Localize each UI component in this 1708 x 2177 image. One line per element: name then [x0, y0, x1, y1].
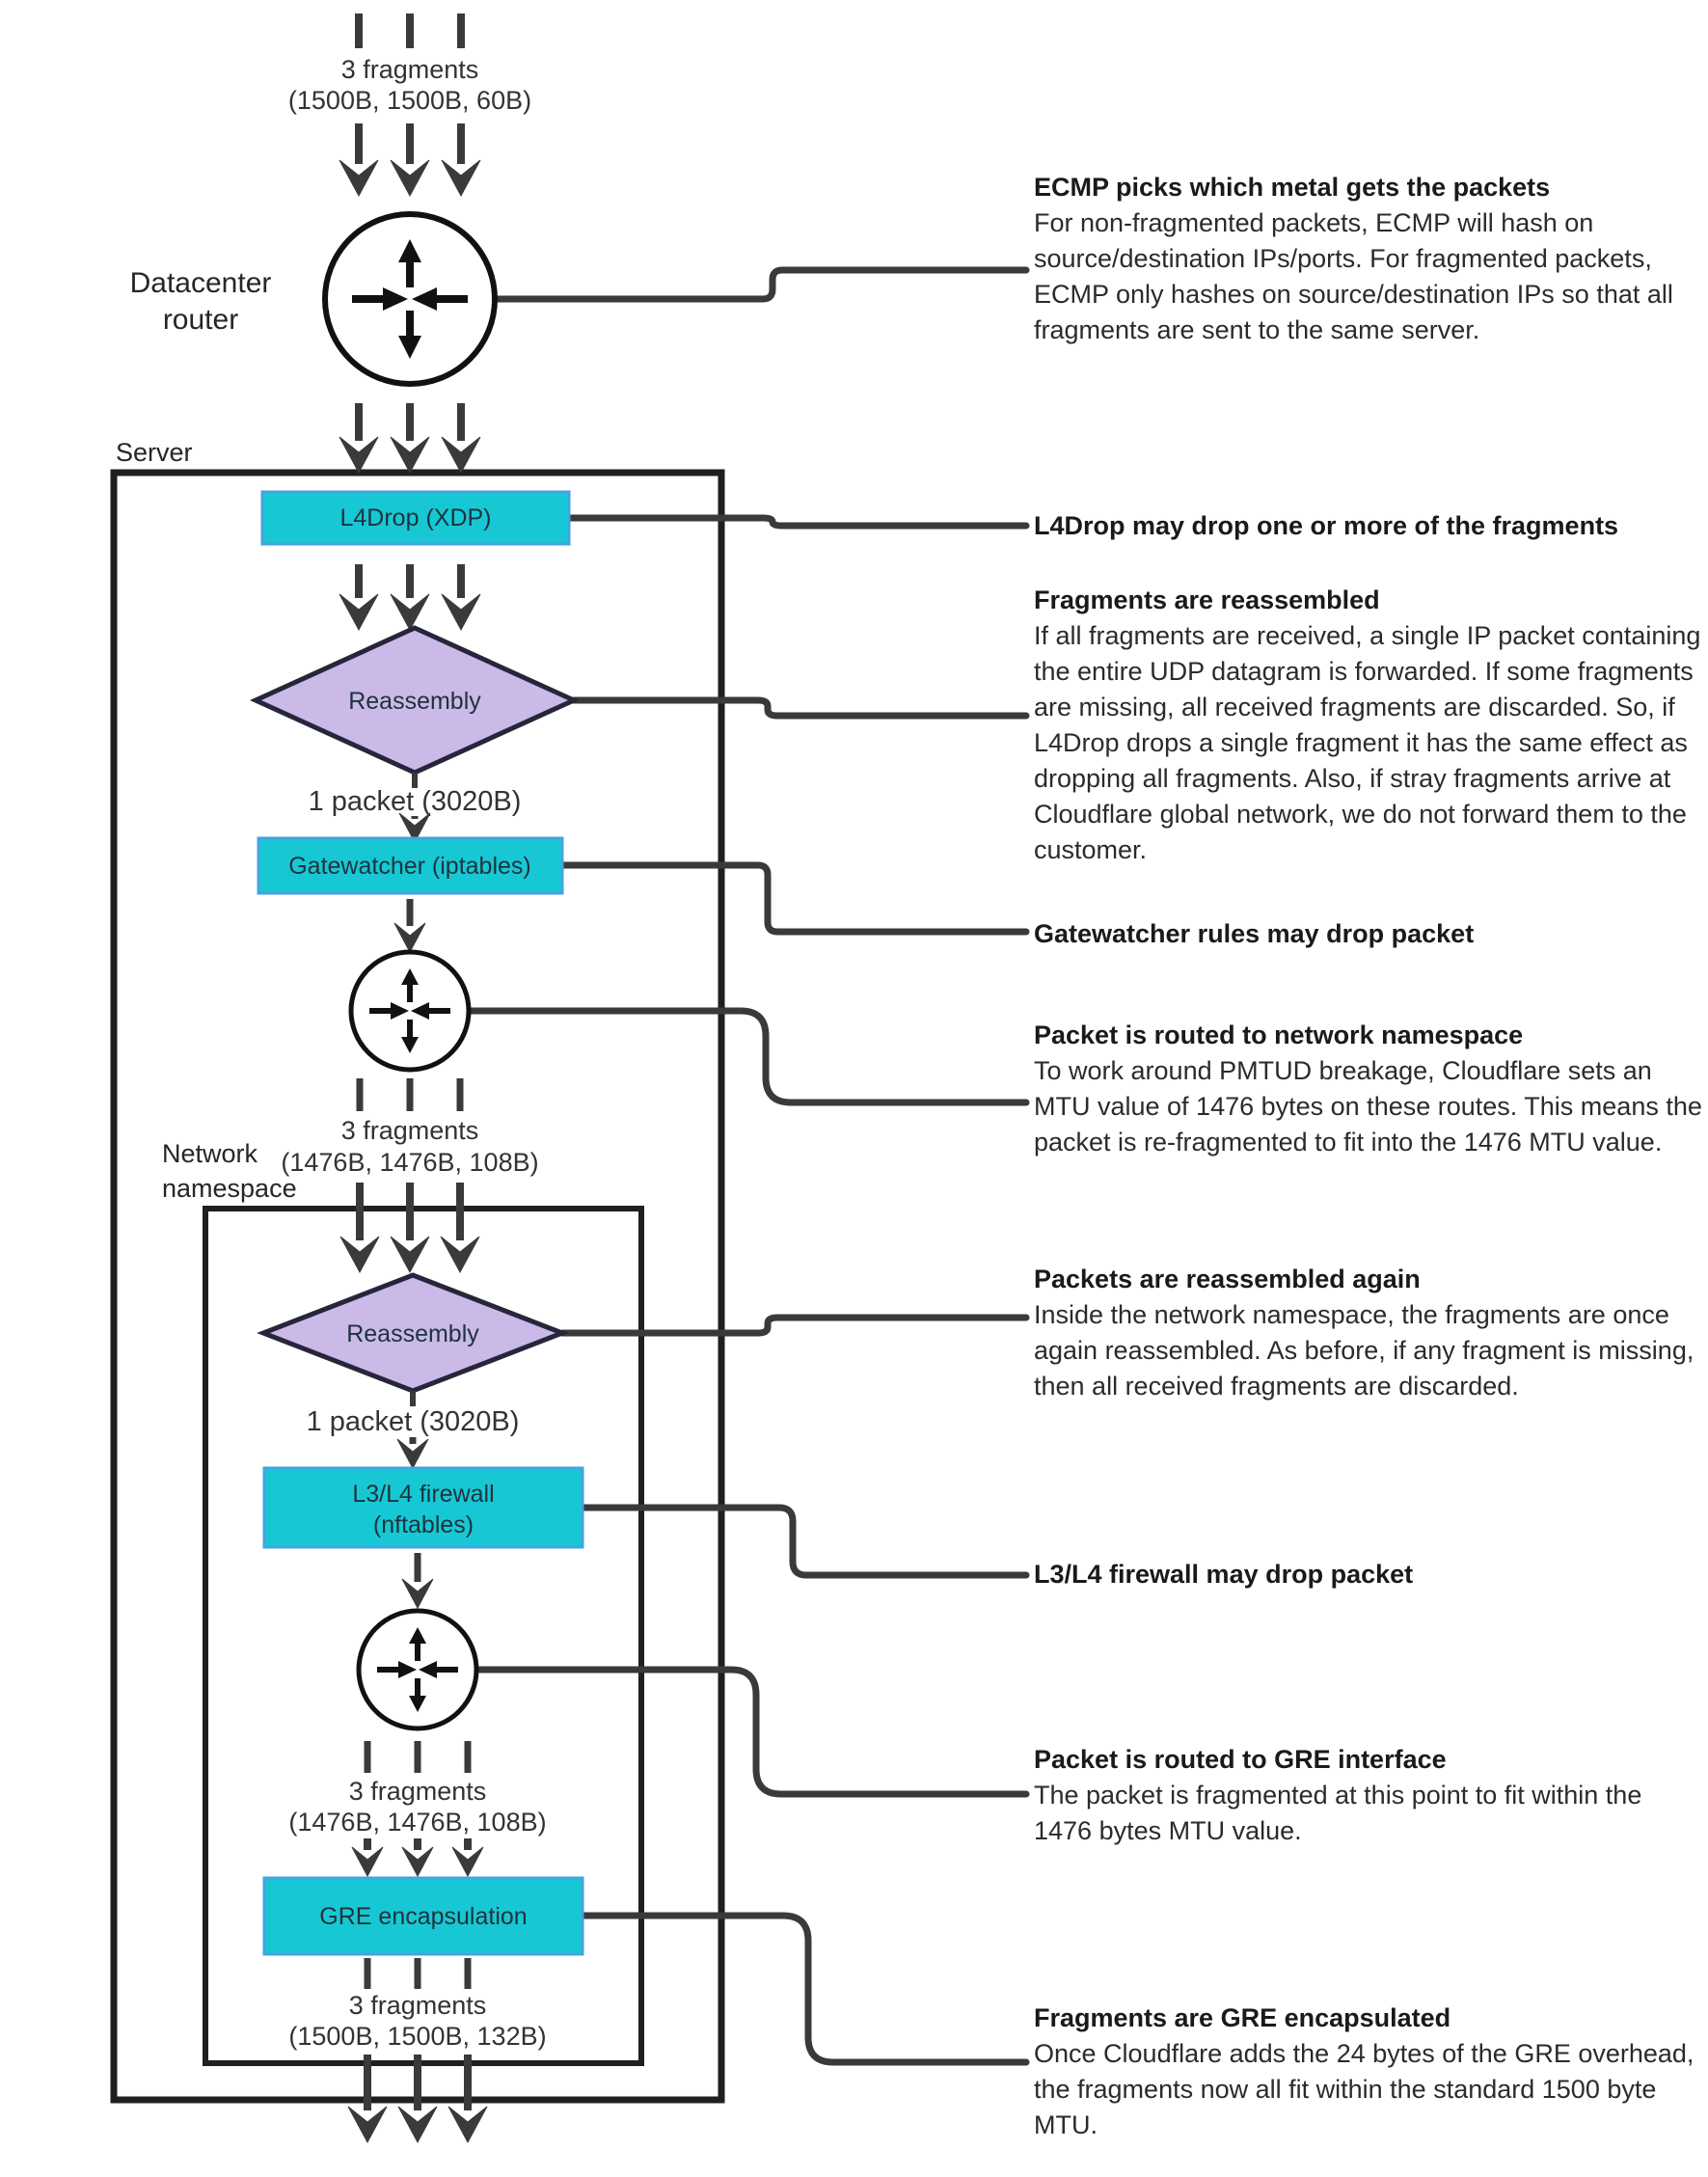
arrows-into-router [339, 123, 480, 196]
arrow-into-router3 [402, 1553, 433, 1608]
annotation-route-netns-body: To work around PMTUD breakage, Cloudflare sets an MTU value of 1476 bytes on these routes. This means the packet is re-fragmented to fit into the 1476 MTU value. [1034, 1056, 1702, 1157]
annotation-gre-encap-body: Once Cloudflare adds the 24 bytes of the GRE overhead, the fragments now all fit within the standard 1500 byte MTU. [1034, 2039, 1694, 2139]
fragment-dashes-4 [367, 1958, 468, 1989]
connector-ecmp [495, 270, 1026, 299]
server-label: Server [116, 438, 193, 467]
packet2-label: 1 packet (3020B) [306, 1406, 520, 1437]
annotation-reassembled-again-heading: Packets are reassembled again [1034, 1265, 1421, 1293]
fragment-dashes-3 [367, 1741, 468, 1773]
annotation-l4drop-heading: L4Drop may drop one or more of the fragments [1034, 511, 1619, 540]
arrows-into-server [339, 403, 480, 473]
netns-route-icon [351, 952, 469, 1070]
annotation-l3l4 [1034, 1557, 1704, 1592]
annotation-route-gre-body: The packet is fragmented at this point to fit within the 1476 bytes MTU value. [1034, 1781, 1642, 1845]
fragments2-sizes: (1476B, 1476B, 108B) [281, 1148, 539, 1177]
l3l4-label-2: (nftables) [372, 1511, 474, 1538]
top-fragment-dashes [359, 14, 461, 48]
annotation-ecmp-body: For non-fragmented packets, ECMP will hash on source/destination IPs/ports. For fragmented packets, ECMP only hashes on source/destination IPs so that all fragments are sent to the same server. [1034, 208, 1673, 344]
network-namespace-label-1: Network [162, 1139, 258, 1168]
reassembly2-label: Reassembly [346, 1320, 479, 1347]
annotation-route-netns [1034, 1018, 1704, 1160]
datacenter-router-label-2: router [162, 304, 239, 336]
l4drop-label: L4Drop (XDP) [339, 504, 492, 531]
annotation-reassembled-again [1034, 1262, 1704, 1404]
arrow-into-l3l4 [397, 1437, 428, 1468]
connector-reassembly1 [574, 700, 1026, 716]
connector-l4drop [569, 518, 1026, 526]
annotation-gre-encap [1034, 2000, 1704, 2143]
datacenter-router-label-1: Datacenter [129, 267, 272, 299]
annotation-gatewatcher [1034, 916, 1704, 952]
connector-route-netns [469, 1011, 1026, 1102]
annotation-l3l4-heading: L3/L4 firewall may drop packet [1034, 1560, 1414, 1589]
annotation-route-gre-heading: Packet is routed to GRE interface [1034, 1745, 1447, 1774]
annotation-gre-encap-heading: Fragments are GRE encapsulated [1034, 2003, 1451, 2032]
annotation-route-gre [1034, 1742, 1704, 1849]
datacenter-router-icon [325, 214, 495, 384]
annotation-reassembled [1034, 583, 1704, 868]
fragment-dashes-2 [360, 1078, 460, 1111]
reassembly1-label: Reassembly [348, 688, 481, 715]
arrows-into-reassembly1 [339, 564, 480, 630]
annotation-reassembled-again-body: Inside the network namespace, the fragments are once again reassembled. As before, if any fragment is missing, then all received fragments are discarded. [1034, 1300, 1694, 1401]
packet1-label: 1 packet (3020B) [308, 786, 522, 817]
arrow-into-router2 [394, 899, 425, 952]
connector-gre-encap [583, 1916, 1026, 2062]
fragments3-label: 3 fragments [348, 1777, 487, 1806]
annotation-ecmp [1034, 170, 1704, 348]
fragments3-sizes: (1476B, 1476B, 108B) [288, 1808, 547, 1837]
l3l4-label-1: L3/L4 firewall [352, 1481, 495, 1508]
exit-arrows [348, 2055, 487, 2142]
annotation-reassembled-heading: Fragments are reassembled [1034, 585, 1380, 614]
connector-route-gre [476, 1670, 1026, 1794]
top-fragments-label: 3 fragments [340, 55, 479, 84]
connector-l3l4 [583, 1508, 1026, 1575]
network-namespace-label-2: namespace [162, 1174, 297, 1203]
gatewatcher-label: Gatewatcher (iptables) [288, 853, 531, 880]
annotation-gatewatcher-heading: Gatewatcher rules may drop packet [1034, 919, 1475, 948]
gre-route-icon [359, 1611, 476, 1728]
annotation-l4drop [1034, 508, 1704, 544]
annotation-reassembled-body: If all fragments are received, a single IP packet containing the entire UDP datagram is forwarded. If some fragments are missing, all received fragments are discarded. So, if L4Drop drops a single fragment it has the same effect as dropping all fragments. Also, if stray fragments arrive at Cloudflare global network, we do not forward them to the customer. [1034, 621, 1701, 864]
connector-gatewatcher [562, 865, 1026, 932]
annotation-route-netns-heading: Packet is routed to network namespace [1034, 1020, 1524, 1049]
arrows-into-netns [340, 1183, 479, 1272]
arrows-into-gre [352, 1838, 483, 1876]
top-fragments-sizes: (1500B, 1500B, 60B) [287, 86, 532, 115]
annotation-ecmp-heading: ECMP picks which metal gets the packets [1034, 173, 1551, 202]
fragments4-sizes: (1500B, 1500B, 132B) [288, 2022, 547, 2051]
gre-label: GRE encapsulation [319, 1903, 528, 1930]
connector-reassembly2 [562, 1318, 1026, 1333]
fragments4-label: 3 fragments [348, 1991, 487, 2020]
fragments2-label: 3 fragments [340, 1116, 479, 1145]
